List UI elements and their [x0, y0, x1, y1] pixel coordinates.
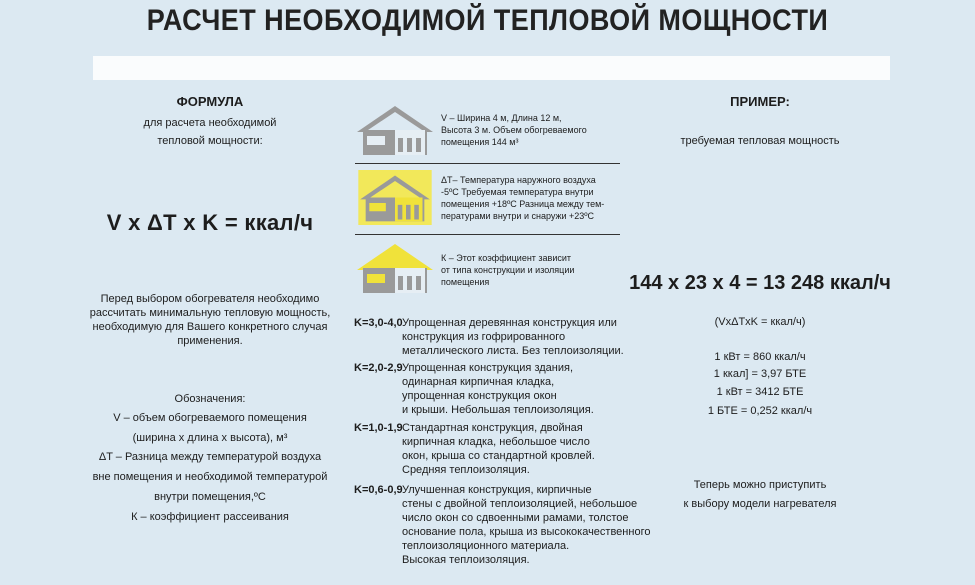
legend-line-1: V – объем обогреваемого помещения: [113, 412, 307, 424]
example-heading: ПРИМЕР:: [730, 94, 790, 109]
formula-heading: ФОРМУЛА: [176, 94, 244, 109]
conversion-1: 1 кВт = 860 ккал/ч: [714, 351, 806, 363]
outro-line-1: Теперь можно приступить: [693, 479, 827, 491]
legend-title: Обозначения:: [174, 393, 246, 405]
legend-line-5: внутри помещения,ºС: [154, 491, 266, 503]
page-title: РАСЧЕТ НЕОБХОДИМОЙ ТЕПЛОВОЙ МОЩНОСТИ: [146, 4, 829, 37]
example-equation: 144 x 23 x 4 = 13 248 ккал/ч: [629, 272, 891, 294]
intro-line-1: Перед выбором обогревателя необходимо: [100, 293, 320, 305]
header-bar: [93, 56, 890, 80]
conversion-3: 1 кВт = 3412 БТЕ: [716, 386, 804, 398]
legend-line-3: ΔT – Разница между температурой воздуха: [98, 451, 322, 463]
divider: [355, 163, 620, 164]
house-insulation-text: К – Этот коэффициент зависит от типа конструкции и изоляции помещения: [441, 253, 575, 287]
intro-line-4: применения.: [177, 335, 243, 347]
formula-subtitle-1: для расчета необходимой: [143, 117, 277, 129]
house-insulation-icon: [355, 240, 435, 295]
divider: [355, 234, 620, 235]
formula: V x ΔT x K = ккал/ч: [106, 210, 314, 235]
legend-line-4: вне помещения и необходимой температурой: [92, 471, 328, 483]
outro-line-2: к выбору модели нагревателя: [683, 498, 837, 510]
conversion-4: 1 БТЕ = 0,252 ккал/ч: [707, 405, 813, 417]
intro-line-3: необходимую для Вашего конкретного случая: [92, 321, 328, 333]
example-subtitle: требуемая тепловая мощность: [680, 135, 840, 147]
k-value-item: K=1,0-1,9 Стандартная конструкция, двойная кирпичная кладка, небольшое число окон, крыша со стандартной кровлей. Средняя теплоизоляция.: [354, 422, 595, 476]
k-value-item: K=0,6-0,9 Улучшенная конструкция, кирпичные стены с двойной теплоизоляцией, небольшое число окон со сдвоенными рамами, толстое основание пола, крыша из высококачественного теплоизоляционного материала. Высокая теплоизоляция.: [354, 484, 651, 566]
k-value-item: K=3,0-4,0 Упрощенная деревянная конструкция или конструкция из гофрированного металлического листа. Без теплоизоляции.: [354, 317, 624, 357]
house-temperature-text: ΔT– Температура наружного воздуха -5ºС Требуемая температура внутри помещения +18ºС Разница между тем- пературами внутри и снаружи +23ºС: [441, 175, 605, 221]
house-volume-text: V – Ширина 4 м, Длина 12 м, Высота 3 м. Объем обогреваемого помещения 144 м³: [441, 113, 587, 147]
legend-line-2: (ширина х длина х высота), м³: [132, 432, 288, 444]
house-temperature-icon: [355, 170, 435, 225]
legend-line-6: К – коэффициент рассеивания: [131, 511, 289, 523]
formula-subtitle-2: тепловой мощности:: [157, 135, 263, 147]
conversion-2: 1 ккал] = 3,97 БТЕ: [713, 368, 807, 380]
example-formula-note: (VxΔTxK = ккал/ч): [714, 316, 806, 328]
intro-line-2: рассчитать минимальную тепловую мощность,: [89, 307, 331, 319]
house-volume-icon: [355, 102, 435, 157]
k-value-item: K=2,0-2,9 Упрощенная конструкция здания, одинарная кирпичная кладка, упрощенная конструкция окон и крыши. Небольшая теплоизоляция.: [354, 362, 594, 416]
